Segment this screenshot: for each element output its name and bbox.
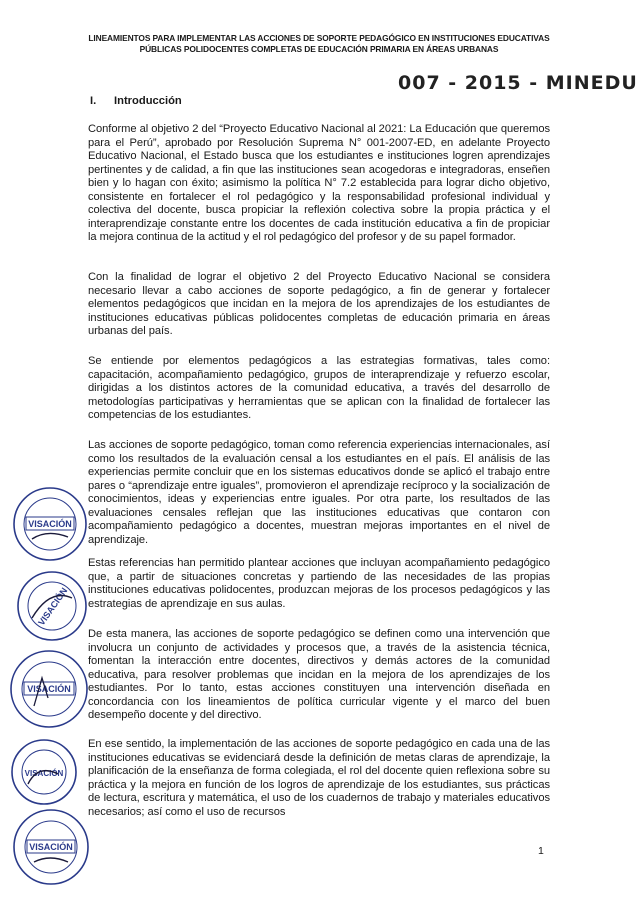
paragraph-4: Las acciones de soporte pedagógico, toman como referencia experiencias internacionales, así como los resultados de la evaluación censal a los estudiantes en el país. El análisis de las experiencias permite concluir que en los sistemas educativos donde se aplicó el trabajo entre pares o “aprendizaje entre iguales”, promovieron el aprendizaje recíproco y la socialización de conocimientos, ideas y experiencias entre iguales. Por otra parte, los resultados de las evaluaciones censales reflejan que las instituciones educativas que contaron con acompañamiento pedagógico a docentes, muestran mejoras importantes en el nivel de aprendizaje. <box>88 439 550 546</box>
stamp-1-label: VISACIÓN <box>28 519 72 529</box>
paragraph-3: Se entiende por elementos pedagógicos a las estrategias formativas, tales como: capacitación, acompañamiento pedagógico, grupos de interaprendizaje y refuerzo escolar, dirigidas a los distintos actores de la comunidad educativa, a través del desarrollo de metodologías participativas y herramientas que se aplican con la finalidad de fortalecer las competencias de los estudiantes. <box>88 355 550 422</box>
paragraph-2: Con la finalidad de lograr el objetivo 2 del Proyecto Educativo Nacional se considera necesario llevar a cabo acciones de soporte pedagógico, a fin de generar y fortalecer elementos pedagógicos que incidan en la mejora de los aprendizajes de los estudiantes de instituciones educativas públicas polidocentes completas de educación primaria en áreas urbanas del país. <box>88 271 550 338</box>
paragraph-7: En ese sentido, la implementación de las acciones de soporte pedagógico en cada una de las instituciones educativas se evidenciará desde la definición de metas claras de aprendizaje, la planificación de la enseñanza de forma colegiada, el rol del docente quien reflexiona sobre su práctica y la mejora en función de los logros de aprendizaje de los estudiantes, sus prácticas de lectura, escritura y matemática, el uso de los cuadernos de trabajo y materiales educativos necesarios; así como el uso de recursos <box>88 738 550 818</box>
document-header <box>0 33 638 55</box>
resolution-number <box>398 72 638 95</box>
page-number: 1 <box>538 845 544 857</box>
stamp-4-label: VISACIÓN <box>24 769 64 778</box>
approval-stamp-4 <box>8 736 80 808</box>
approval-stamp-3 <box>6 646 92 732</box>
section-title <box>90 95 182 107</box>
approval-stamp-1 <box>10 484 90 564</box>
paragraph-1: Conforme al objetivo 2 del “Proyecto Educativo Nacional al 2021: La Educación que queremos para el Perú”, aprobado por Resolución Suprema N° 001-2007-ED, en adelante Proyecto Educativo Nacional, el Estado busca que los estudiantes e instituciones logren aprendizajes pertinentes y de calidad, a fin que las instituciones sean acogedoras e integradoras, enseñen bien y lo hagan con éxito; asimismo la política N° 7.2 establecida para lograr dicho objetivo, consistente en fortalecer el rol pedagógico y la responsabilidad profesional individual y colectiva del docente, busca propiciar la reflexión colectiva sobre la propia práctica y el interaprendizaje constante entre los docentes de cada institución educativa a fin de propiciar la mejora continua de la actitud y el rol pedagógico del profesor y de su papel formador. <box>88 123 550 244</box>
section-title-text: Introducción <box>114 95 182 107</box>
approval-stamp-5 <box>10 806 92 888</box>
stamp-5-label: VISACIÓN <box>29 842 73 852</box>
resolution-number-text: 007 - 2015 - MINEDU <box>398 72 638 94</box>
stamp-2-label: VISACIÓN <box>36 585 70 628</box>
paragraph-5: Estas referencias han permitido plantear acciones que incluyan acompañamiento pedagógico que, a partir de situaciones concretas y partiendo de las necesidades de las propias instituciones educativas polidocentes, produzcan mejoras de los procesos pedagógicos y las estrategias de aprendizaje en sus aulas. <box>88 557 550 610</box>
stamp-3-label: VISACIÓN <box>27 684 71 694</box>
header-line-1: LINEAMIENTOS PARA IMPLEMENTAR LAS ACCIONES DE SOPORTE PEDAGÓGICO EN INSTITUCIONES EDUCATIVAS <box>88 33 550 43</box>
section-number: I. <box>90 95 97 107</box>
header-line-2: PÚBLICAS POLIDOCENTES COMPLETAS DE EDUCACIÓN PRIMARIA EN ÁREAS URBANAS <box>139 43 499 54</box>
paragraph-6: De esta manera, las acciones de soporte pedagógico se definen como una intervención que involucra un conjunto de actividades y procesos que, a través de la asistencia técnica, fomentan la interacción entre docentes, directivos y demás actores de la comunidad educativa, para resolver problemas que incidan en la mejora de los aprendizajes de los estudiantes. Por lo tanto, estas acciones constituyen una intervención diseñada en concordancia con los lineamientos de política curricular vigente y el marco del buen desempeño docente y del directivo. <box>88 628 550 722</box>
approval-stamp-2 <box>14 568 90 644</box>
